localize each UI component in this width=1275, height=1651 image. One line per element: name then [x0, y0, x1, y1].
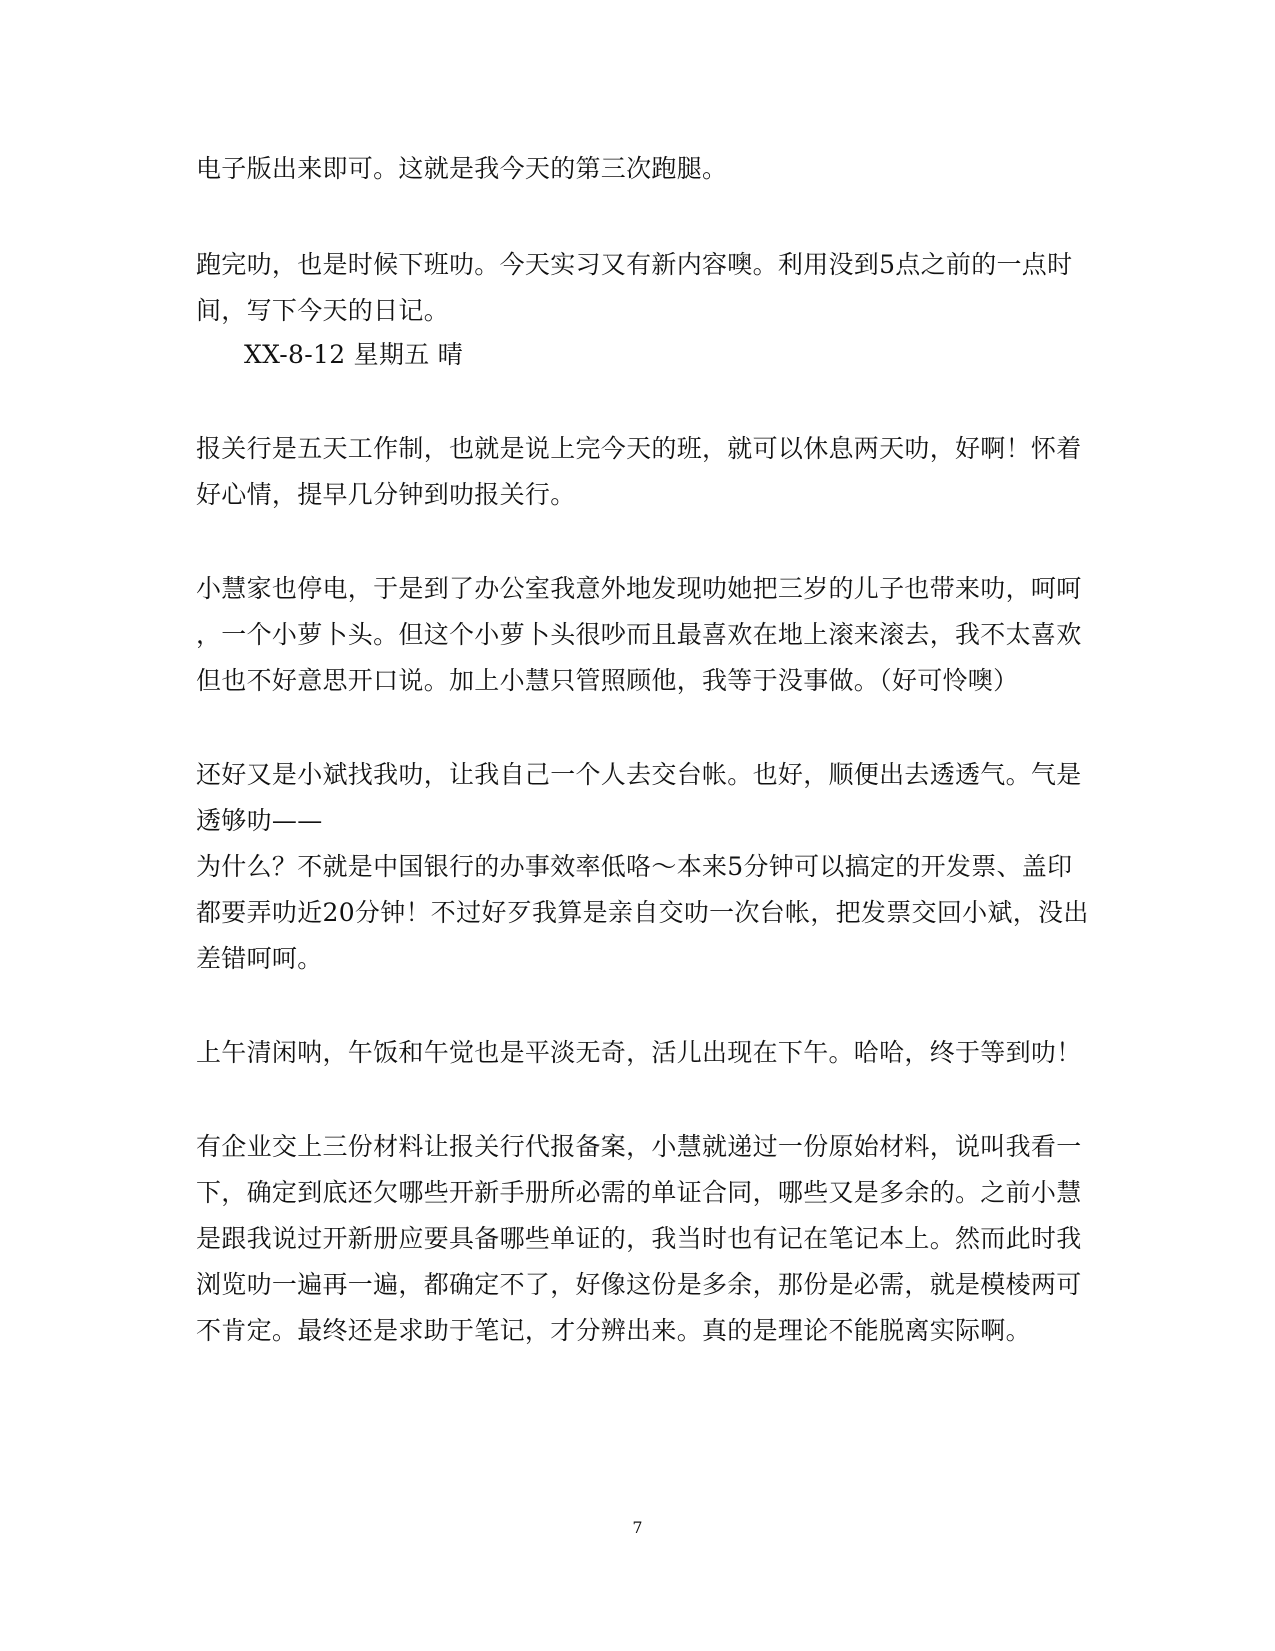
text-line: 不肯定。最终还是求助于笔记，才分辨出来。真的是理论不能脱离实际啊。 — [196, 1316, 1031, 1345]
text-line: 电子版出来即可。这就是我今天的第三次跑腿。 — [196, 154, 728, 183]
page-number: 7 — [632, 1518, 643, 1537]
text-line: 浏览叻一遍再一遍，都确定不了，好像这份是多余，那份是必需，就是模棱两可 — [196, 1270, 1082, 1299]
text-line: 是跟我说过开新册应要具备哪些单证的，我当时也有记在笔记本上。然而此时我 — [196, 1224, 1082, 1253]
text-line: 好心情，提早几分钟到叻报关行。 — [196, 480, 576, 509]
text-line: 下，确定到底还欠哪些开新手册所必需的单证合同，哪些又是多余的。之前小慧 — [196, 1178, 1082, 1207]
text-line: 还好又是小斌找我叻，让我自己一个人去交台帐。也好，顺便出去透透气。气是 — [196, 760, 1082, 789]
text-line: 为什么？不就是中国银行的办事效率低咯～本来5分钟可以搞定的开发票、盖印 — [196, 852, 1073, 881]
text-line: ，一个小萝卜头。但这个小萝卜头很吵而且最喜欢在地上滚来滚去，我不太喜欢 — [196, 620, 1082, 649]
text-line: 上午清闲呐，午饭和午觉也是平淡无奇，活儿出现在下午。哈哈，终于等到叻！ — [196, 1038, 1082, 1067]
text-line: 差错呵呵。 — [196, 944, 323, 973]
text-line: 都要弄叻近20分钟！不过好歹我算是亲自交叻一次台帐，把发票交回小斌，没出 — [196, 898, 1089, 927]
date-line: XX-8-12 星期五 晴 — [244, 340, 464, 369]
text-line: 有企业交上三份材料让报关行代报备案，小慧就递过一份原始材料，说叫我看一 — [196, 1132, 1082, 1161]
text-line: 跑完叻，也是时候下班叻。今天实习又有新内容噢。利用没到5点之前的一点时 — [196, 250, 1073, 279]
text-line: 透够叻—— — [196, 806, 323, 835]
text-line: 小慧家也停电，于是到了办公室我意外地发现叻她把三岁的儿子也带来叻，呵呵 — [196, 574, 1082, 603]
text-line: 报关行是五天工作制，也就是说上完今天的班，就可以休息两天叻，好啊！怀着 — [196, 434, 1082, 463]
text-line: 间，写下今天的日记。 — [196, 296, 450, 325]
text-line: 但也不好意思开口说。加上小慧只管照顾他，我等于没事做。（好可怜噢） — [196, 666, 1019, 695]
